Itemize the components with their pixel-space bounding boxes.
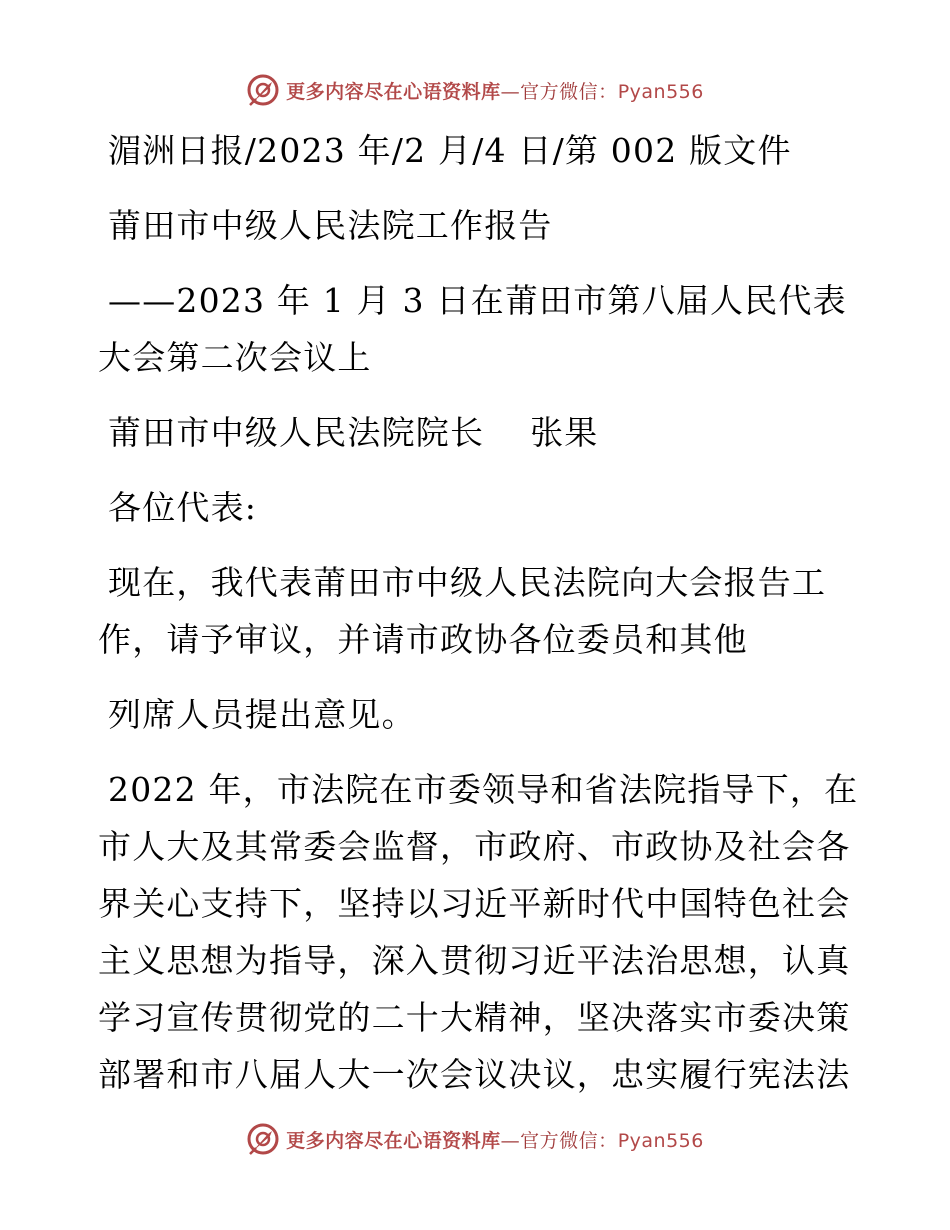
watermark-text: 更多内容尽在心语资料库—官方微信：Pyan556 (286, 80, 704, 103)
subtitle-line-1: ——2023 年 1 月 3 日在莆田市第八届人民代表 (108, 281, 847, 320)
intro-tail: 列席人员提出意见。 (108, 695, 416, 734)
pen-logo-icon (246, 73, 280, 107)
footer-watermark (0, 1117, 950, 1161)
document-title: 莆田市中级人民法院工作报告 (108, 206, 553, 245)
document-body (98, 122, 858, 1103)
wechat-id: Pyan556 (617, 1129, 704, 1152)
body-line-1: 2022 年，市法院在市委领导和省法院指导下，在 (108, 770, 859, 809)
pen-logo-icon (246, 1122, 280, 1156)
body-line-6: 部署和市八届人大一次会议决议，忠实履行宪法法 (98, 1055, 851, 1094)
source-line: 湄洲日报/2023 年/2 月/4 日/第 002 版文件 (108, 131, 792, 170)
subtitle-line-2: 大会第二次会议上 (98, 338, 372, 377)
intro-line-1: 现在，我代表莆田市中级人民法院向大会报告工 (108, 563, 827, 602)
author-line: 莆田市中级人民法院院长 张果 (108, 413, 599, 452)
body-line-4: 主义思想为指导，深入贯彻习近平法治思想，认真 (98, 941, 851, 980)
body-line-2: 市人大及其常委会监督，市政府、市政协及社会各 (98, 827, 851, 866)
header-watermark (0, 68, 950, 112)
body-line-3: 界关心支持下，坚持以习近平新时代中国特色社会 (98, 884, 851, 923)
intro-line-2: 作，请予审议，并请市政协各位委员和其他 (98, 620, 748, 659)
wechat-id: Pyan556 (617, 80, 704, 103)
watermark-text: 更多内容尽在心语资料库—官方微信：Pyan556 (286, 1129, 704, 1152)
body-line-5: 学习宣传贯彻党的二十大精神，坚决落实市委决策 (98, 998, 851, 1037)
salutation: 各位代表: (108, 488, 258, 527)
